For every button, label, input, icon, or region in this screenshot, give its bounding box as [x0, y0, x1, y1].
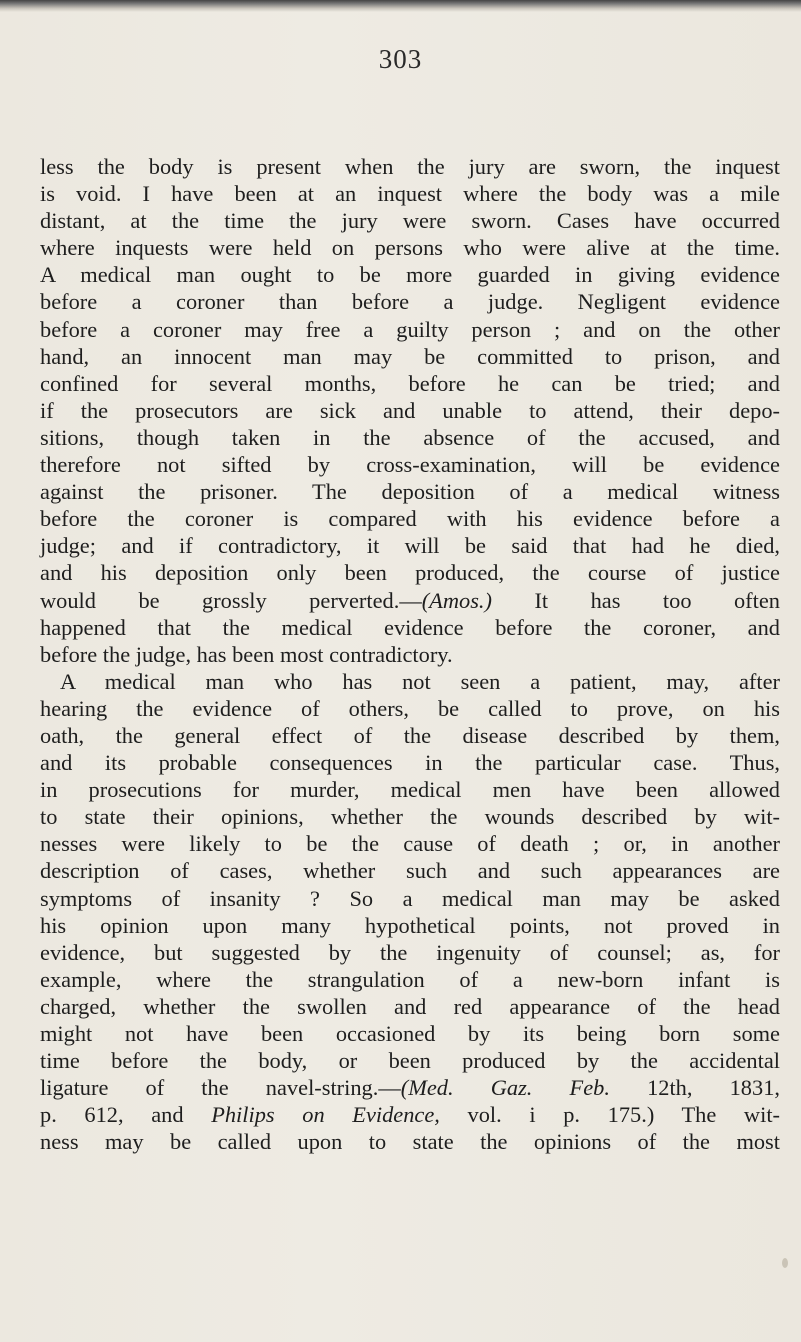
text-line: distant, at the time the jury were sworn. Cases have occurred — [40, 208, 780, 234]
text-line: nesses were likely to be the cause of death ; or, in another — [40, 831, 780, 857]
text-line: example, where the strangulation of a new-born infant is — [40, 966, 780, 992]
page-number: 303 — [378, 44, 423, 74]
text-line: A medical man ought to be more guarded in giving evidence — [40, 262, 780, 288]
text-line: ness may be called upon to state the opinions of the most — [40, 1129, 780, 1155]
text-line: charged, whether the swollen and red appearance of the head — [40, 993, 780, 1019]
text-run: p. 612, and — [40, 1102, 212, 1128]
text-line: time before the body, or been produced by the accidental — [40, 1048, 780, 1074]
text-line: evidence, but suggested by the ingenuity of counsel; as, for — [40, 939, 780, 965]
text-line: confined for several months, before he can be tried; and — [40, 370, 780, 396]
text-line: his opinion upon many hypothetical points, not proved in — [40, 912, 780, 938]
text-line: description of cases, whether such and such appearances are — [40, 858, 780, 884]
text-line: in prosecutions for murder, medical men have been allowed — [40, 777, 780, 803]
text-line: might not have been occasioned by its being born some — [40, 1021, 780, 1046]
text-line: where inquests were held on persons who were alive at the time. — [40, 235, 780, 261]
text-line: symptoms of insanity ? So a medical man may be asked — [40, 885, 780, 911]
text-line: A medical man who has not seen a patient, may, after — [60, 668, 780, 694]
citation-italic: (Med. Gaz. Feb. — [400, 1075, 610, 1101]
text-line: judge; and if contradictory, it will be said that had he died, — [40, 533, 780, 559]
text-line: therefore not sifted by cross-examination, will be evidence — [40, 452, 780, 478]
text-line: less the body is present when the jury are sworn, the inquest — [40, 154, 780, 179]
text-line: happened that the medical evidence before the coroner, and — [40, 614, 780, 640]
text-run: ligature of the navel-string.— — [40, 1075, 401, 1101]
text-line: before a coroner than before a judge. Negligent evidence — [40, 289, 780, 315]
text-line — [40, 587, 780, 614]
page-top-shadow — [0, 0, 801, 12]
text-line — [40, 1074, 780, 1101]
text-line: and its probable consequences in the particular case. Thus, — [40, 750, 780, 776]
text-line: before the coroner is compared with his evidence before a — [40, 506, 780, 532]
text-run: vol. i p. 175.) The wit- — [439, 1102, 780, 1128]
citation-italic: Philips on Evidence, — [211, 1102, 440, 1128]
text-run: It has too often — [492, 587, 780, 613]
text-line: hearing the evidence of others, be called to prove, on his — [40, 695, 780, 721]
text-line: before a coroner may free a guilty person ; and on the other — [40, 316, 780, 342]
text-line — [40, 1101, 780, 1128]
text-line: to state their opinions, whether the wounds described by wit- — [40, 804, 780, 830]
text-line: is void. I have been at an inquest where the body was a mile — [40, 181, 780, 207]
text-line: hand, an innocent man may be committed to prison, and — [40, 343, 780, 369]
text-run: 12th, 1831, — [609, 1075, 780, 1101]
text-line: oath, the general effect of the disease described by them, — [40, 722, 780, 748]
text-line: if the prosecutors are sick and unable to attend, their depo- — [40, 397, 780, 423]
text-line: against the prisoner. The deposition of a medical witness — [40, 479, 780, 505]
text-line: sitions, though taken in the absence of the accused, and — [40, 424, 780, 450]
paper-speck — [782, 1258, 788, 1268]
citation-italic: (Amos.) — [421, 587, 492, 613]
body-text — [40, 153, 780, 1155]
text-line: before the judge, has been most contradictory. — [40, 641, 453, 667]
text-run: would be grossly perverted.— — [40, 587, 422, 613]
text-line: and his deposition only been produced, the course of justice — [40, 560, 780, 586]
